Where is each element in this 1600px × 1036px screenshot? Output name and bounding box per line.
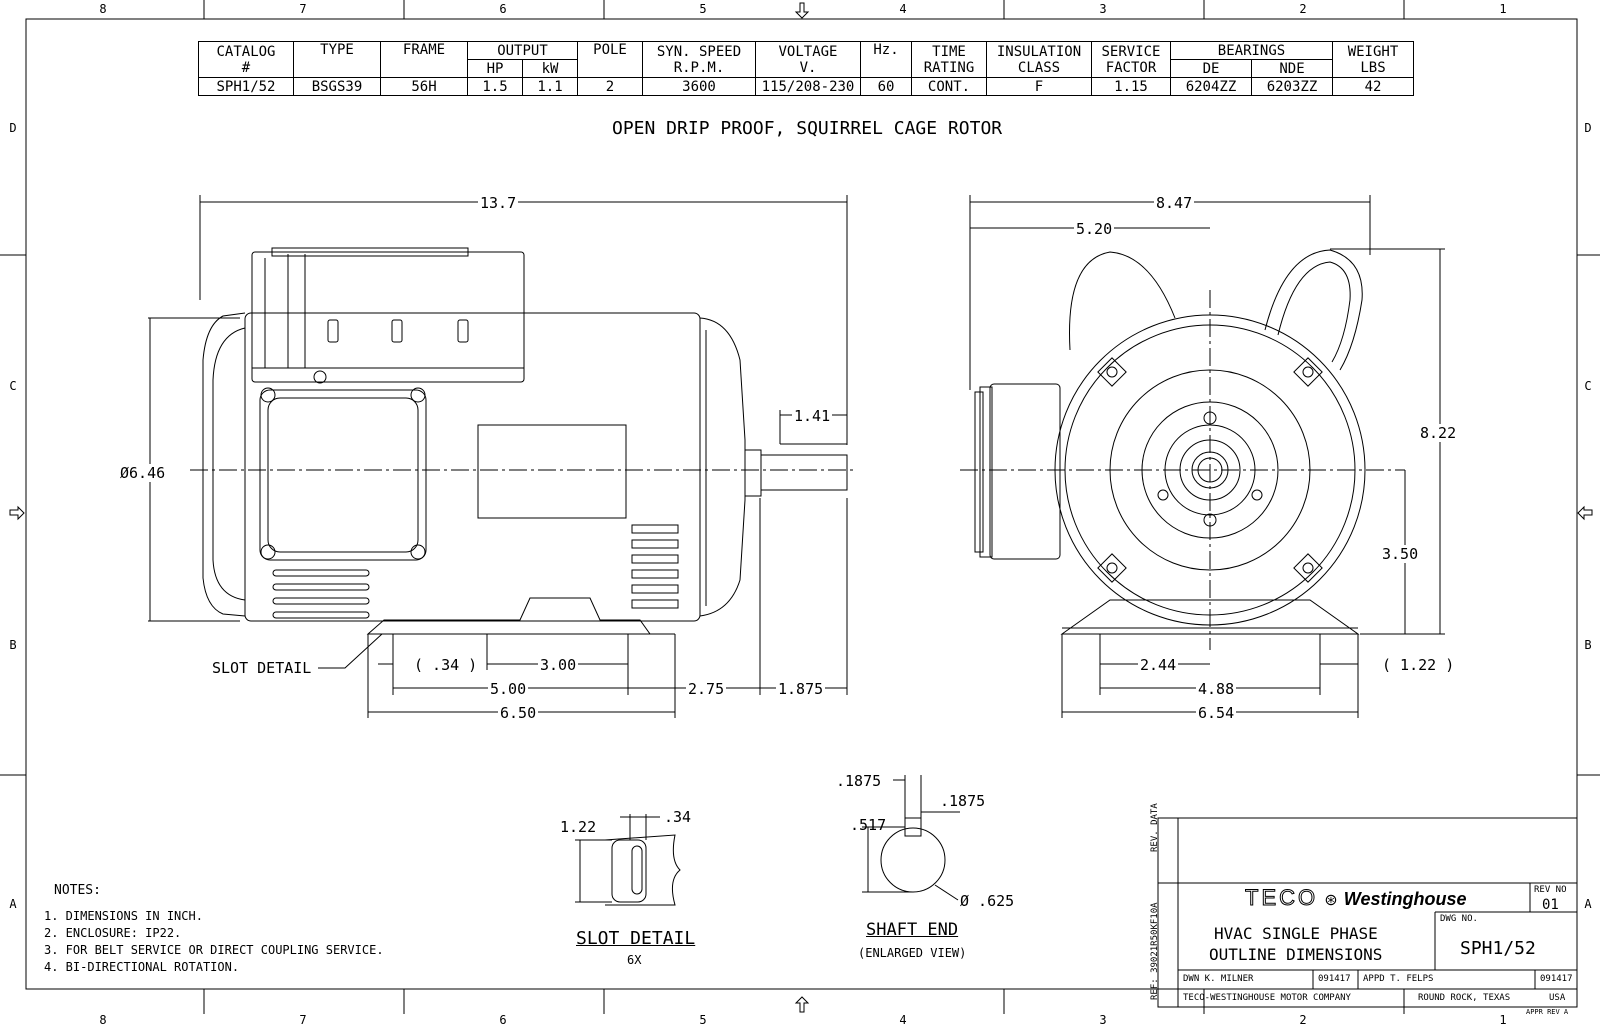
side-view-motor — [203, 248, 847, 634]
dim-width-847: 8.47 — [1156, 194, 1193, 212]
cell-kw: 1.1 — [523, 78, 578, 96]
zone-label: 4 — [899, 1013, 907, 1027]
cell-speed: 3600 — [643, 78, 756, 96]
zone-label: 3 — [1099, 2, 1107, 16]
col-time: TIME — [932, 43, 966, 60]
slot-detail-callout: SLOT DETAIL — [212, 659, 312, 677]
col-service: SERVICE — [1101, 43, 1161, 60]
table-row — [199, 78, 1414, 96]
diameter-symbol: Ø — [120, 464, 130, 482]
cell-time: CONT. — [912, 78, 987, 96]
col-speed-sub: R.P.M. — [673, 59, 725, 76]
cell-weight: 42 — [1333, 78, 1414, 96]
cell-hz: 60 — [861, 78, 912, 96]
zone-label: 5 — [699, 1013, 707, 1027]
zone-label: B — [1584, 638, 1592, 652]
dim-height-350: 3.50 — [1382, 545, 1419, 563]
slot-detail-title: SLOT DETAIL — [576, 928, 696, 949]
approval-revision: APPR REV A — [1526, 1008, 1569, 1016]
cell-de: 6204ZZ — [1171, 78, 1252, 96]
col-hp: HP — [468, 60, 523, 78]
dim-base-654: 6.54 — [1198, 704, 1235, 722]
cell-type: BSGS39 — [294, 78, 381, 96]
slot-detail-h: 1.22 — [560, 818, 597, 836]
approved-date: 091417 — [1540, 974, 1573, 984]
cell-catalog: SPH1/52 — [199, 78, 294, 96]
col-speed: SYN. SPEED — [656, 43, 742, 60]
zone-label: 1 — [1499, 2, 1507, 16]
col-nde: NDE — [1252, 60, 1333, 78]
dim-overall-length: 13.7 — [480, 194, 517, 212]
col-weight-sub: LBS — [1360, 59, 1386, 76]
dim-height-822: 8.22 — [1420, 424, 1457, 442]
col-output: OUTPUT — [468, 42, 578, 60]
col-voltage: VOLTAGE — [778, 43, 838, 60]
zone-label: 7 — [299, 1013, 307, 1027]
col-weight: WEIGHT — [1347, 43, 1399, 60]
zone-label: 2 — [1299, 1013, 1307, 1027]
dim-shaft-extension: 1.41 — [794, 407, 831, 425]
teco-logo-text: TECO — [1245, 885, 1319, 910]
drawing-title-1: HVAC SINGLE PHASE — [1214, 924, 1378, 943]
dim-slot-width: ( .34 ) — [414, 656, 478, 674]
zone-label: C — [9, 379, 17, 393]
col-frame: FRAME — [381, 42, 468, 78]
drawing-subtitle: OPEN DRIP PROOF, SQUIRREL CAGE ROTOR — [612, 118, 1003, 139]
col-type: TYPE — [294, 42, 381, 78]
shaft-key-2: .1875 — [940, 792, 986, 810]
notes-title: NOTES: — [54, 883, 101, 898]
rev-no: 01 — [1542, 897, 1559, 913]
col-hz: Hz. — [861, 42, 912, 78]
slot-detail-qty: 6X — [627, 953, 642, 967]
col-insulation: INSULATION — [996, 43, 1082, 60]
cell-hp: 1.5 — [468, 78, 523, 96]
drawn-date: 091417 — [1318, 974, 1351, 984]
drawing-title-2: OUTLINE DIMENSIONS — [1209, 945, 1383, 964]
dim-width-520: 5.20 — [1076, 220, 1113, 238]
zone-label: 5 — [699, 2, 707, 16]
dimension-lines — [148, 195, 1445, 718]
company-country: USA — [1549, 993, 1566, 1003]
note-item: 2. ENCLOSURE: IP22. — [44, 926, 182, 940]
zone-label: 6 — [499, 2, 507, 16]
rev-no-label: REV NO — [1534, 885, 1567, 895]
slot-detail-w: .34 — [664, 808, 692, 826]
zone-label: A — [1584, 897, 1592, 911]
dim-base-650: 6.50 — [500, 704, 537, 722]
zone-label: 4 — [899, 2, 907, 16]
dim-diameter-value: 6.46 — [129, 464, 166, 482]
col-de: DE — [1171, 60, 1252, 78]
table-header-row — [199, 42, 1414, 60]
col-catalog: CATALOG — [216, 43, 276, 60]
approved-by: APPD T. FELPS — [1363, 974, 1434, 984]
rev-data-label: REV. DATA — [1150, 803, 1160, 852]
westinghouse-logo-text: Westinghouse — [1343, 889, 1467, 909]
zone-label: 8 — [99, 1013, 107, 1027]
col-catalog-sub: # — [241, 59, 251, 76]
zone-label: A — [9, 897, 17, 911]
zone-label: D — [1584, 121, 1592, 135]
zone-label: 1 — [1499, 1013, 1507, 1027]
note-item: 1. DIMENSIONS IN INCH. — [44, 909, 203, 923]
westinghouse-logo-icon: ⊛ — [1324, 892, 1338, 909]
shaft-key-1: .1875 — [836, 772, 882, 790]
zone-label: 6 — [499, 1013, 507, 1027]
cell-frame: 56H — [381, 78, 468, 96]
col-voltage-sub: V. — [799, 59, 817, 76]
col-kw: kW — [523, 60, 578, 78]
dwg-no-label: DWG NO. — [1440, 914, 1478, 924]
note-item: 3. FOR BELT SERVICE OR DIRECT COUPLING SERVICE. — [44, 943, 384, 957]
dim-feet-3: 3.00 — [540, 656, 577, 674]
dim-feet-5: 5.00 — [490, 680, 527, 698]
dim-feet-488: 4.88 — [1198, 680, 1235, 698]
zone-label: 2 — [1299, 2, 1307, 16]
dim-half-244: 2.44 — [1140, 656, 1177, 674]
ref-number: REF: 39021R50KF10A — [1150, 902, 1160, 1000]
cell-pole: 2 — [578, 78, 643, 96]
zone-label: C — [1584, 379, 1592, 393]
zone-label: 8 — [99, 2, 107, 16]
cell-insulation: F — [987, 78, 1092, 96]
drawn-by: DWN K. MILNER — [1183, 974, 1254, 984]
company-logo — [1245, 885, 1466, 911]
company-name: TECO-WESTINGHOUSE MOTOR COMPANY — [1183, 993, 1351, 1003]
end-view-motor — [975, 250, 1365, 634]
zone-label: 3 — [1099, 1013, 1107, 1027]
col-time-sub: RATING — [923, 59, 975, 76]
zone-label: 7 — [299, 2, 307, 16]
cell-nde: 6203ZZ — [1252, 78, 1333, 96]
zone-label: D — [9, 121, 17, 135]
dwg-no: SPH1/52 — [1460, 938, 1536, 959]
zone-label: B — [9, 638, 17, 652]
dim-n: 2.75 — [688, 680, 725, 698]
shaft-diameter: Ø .625 — [960, 892, 1015, 910]
dim-shaft-length: 1.875 — [778, 680, 824, 698]
col-service-sub: FACTOR — [1105, 59, 1157, 76]
drawing-border — [26, 19, 1577, 989]
col-bearings: BEARINGS — [1171, 42, 1333, 60]
cell-voltage: 115/208-230 — [756, 78, 861, 96]
col-insulation-sub: CLASS — [1017, 59, 1061, 76]
note-item: 4. BI-DIRECTIONAL ROTATION. — [44, 960, 240, 974]
dim-slot-122: ( 1.22 ) — [1382, 656, 1455, 674]
cell-service: 1.15 — [1092, 78, 1171, 96]
company-location: ROUND ROCK, TEXAS — [1418, 993, 1511, 1003]
center-lines — [190, 290, 1405, 650]
shaft-end-title: SHAFT END — [866, 920, 959, 940]
shaft-end-sub: (ENLARGED VIEW) — [858, 946, 967, 960]
shaft-depth: .517 — [850, 816, 887, 834]
col-pole: POLE — [578, 42, 643, 78]
dim-diameter — [118, 464, 167, 482]
spec-table — [198, 41, 1414, 96]
